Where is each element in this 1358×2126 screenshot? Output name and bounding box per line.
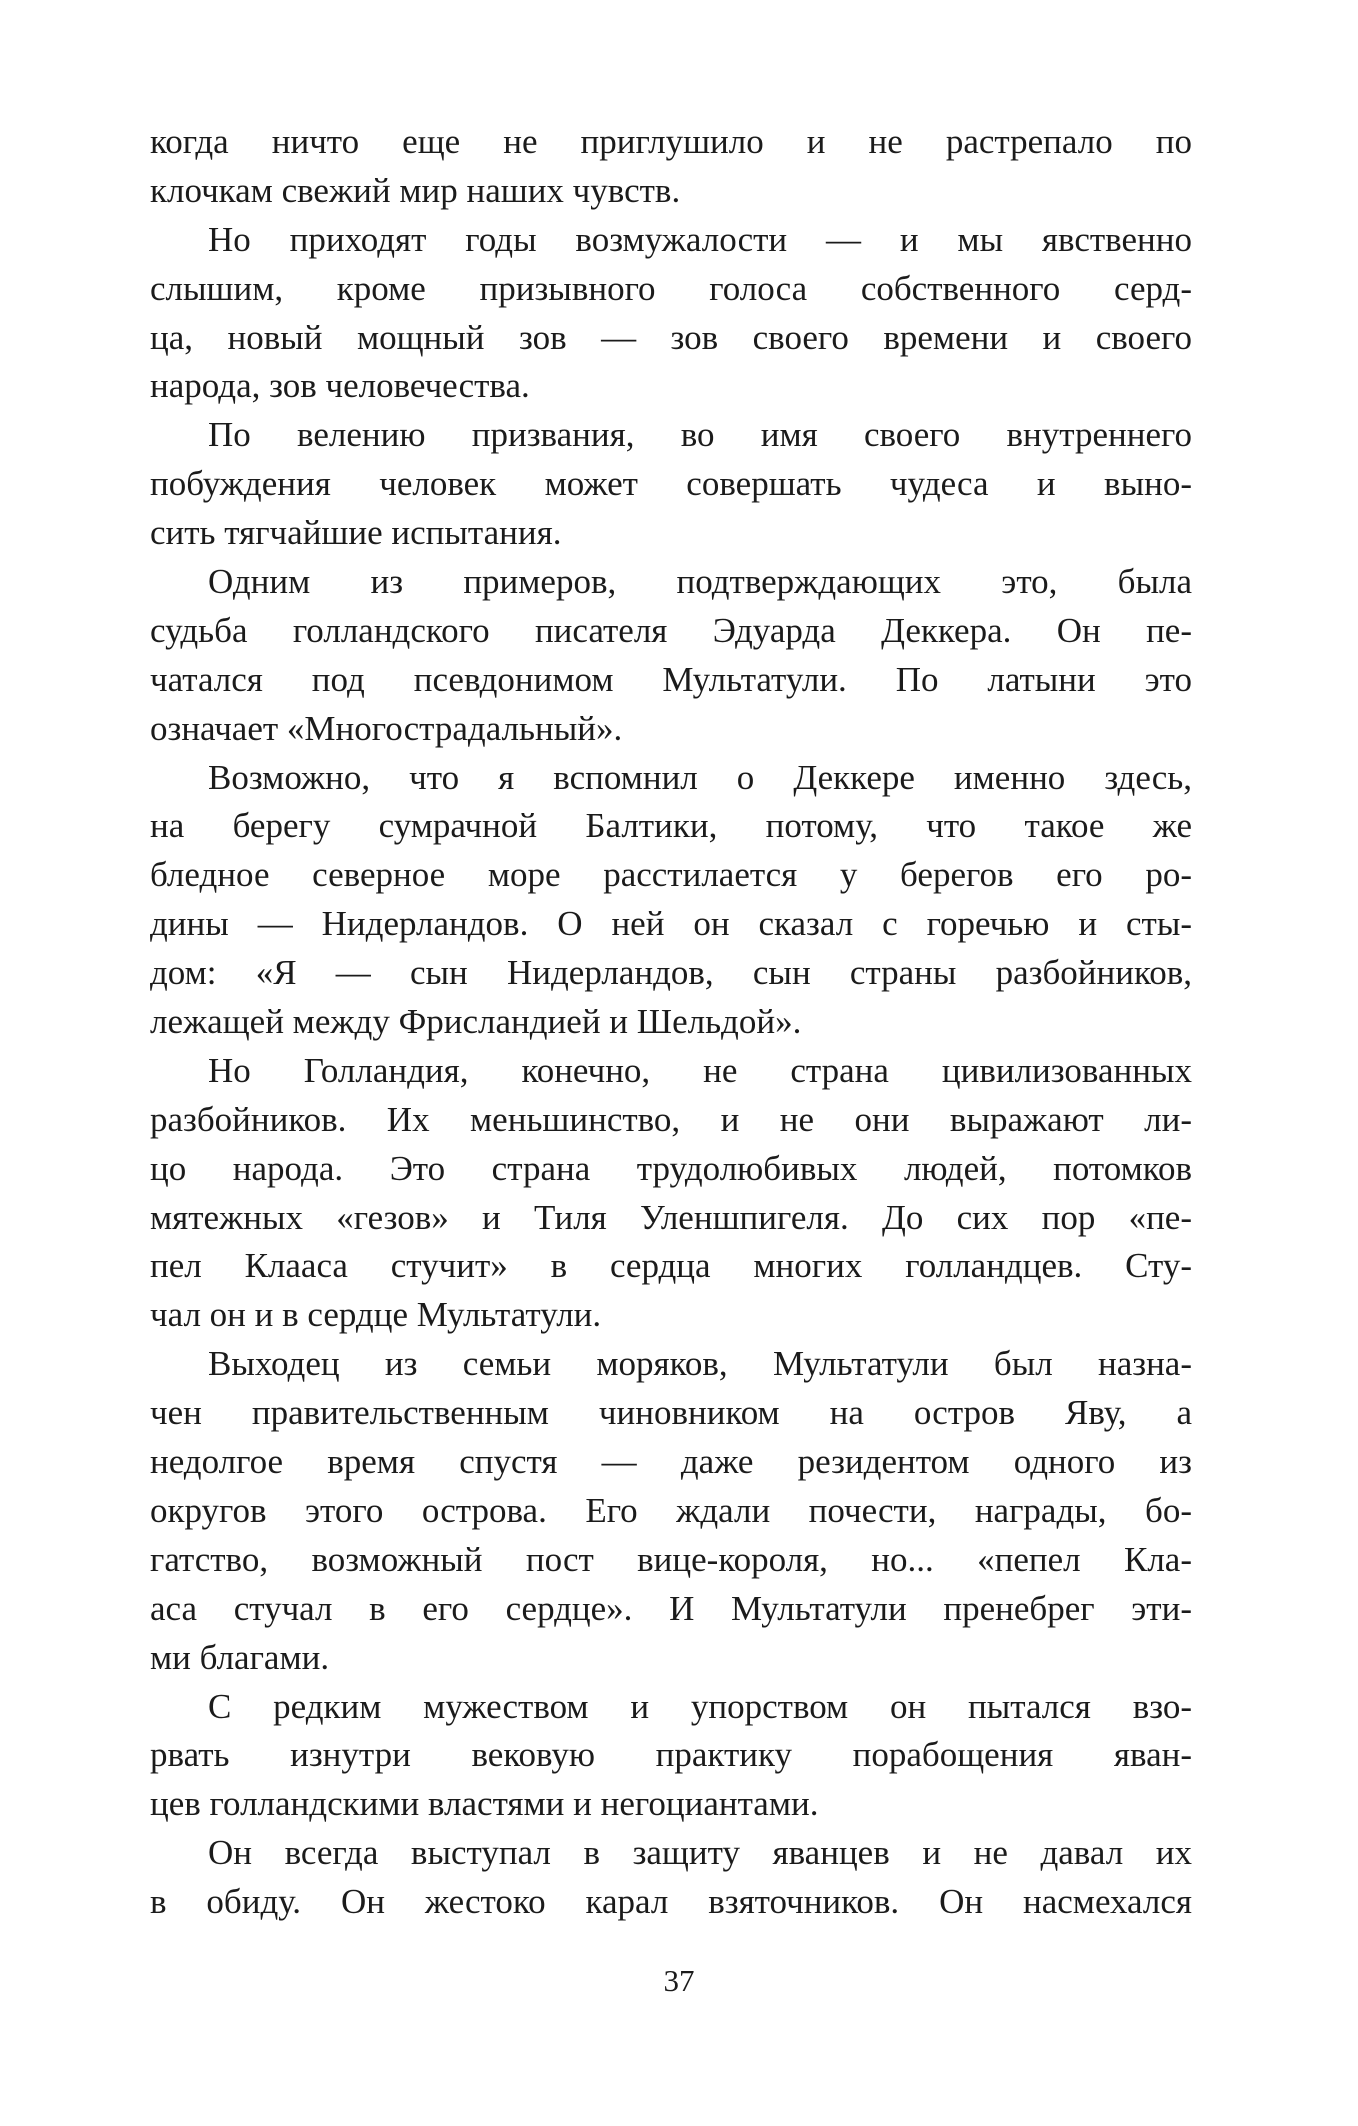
text-line: на берегу сумрачной Балтики, потому, что такое же [150,806,1192,846]
text-line: аса стучал в его сердце». И Мультатули пренебрег эти- [150,1588,1192,1628]
text-line: Он всегда выступал в защиту яванцев и не давал их [208,1833,1192,1873]
text-line: народа, зов человечества. [150,366,530,406]
text-line: разбойников. Их меньшинство, и не они выражают ли- [150,1099,1192,1139]
text-line: слышим, кроме призывного голоса собственного серд- [150,268,1192,308]
text-line: По велению призвания, во имя своего внутреннего [208,415,1192,455]
text-line: гатство, возможный пост вице-короля, но... «пепел Кла- [150,1539,1192,1579]
text-line: мятежных «гезов» и Тиля Уленшпигеля. До сих пор «пе- [150,1197,1192,1237]
text-line: означает «Многострадальный». [150,708,623,748]
text-line: побуждения человек может совершать чудеса и выно- [150,464,1192,504]
text-line: судьба голландского писателя Эдуарда Деккера. Он пе- [150,610,1192,650]
text-line: чал он и в сердце Мультатули. [150,1295,602,1335]
text-line: рвать изнутри вековую практику порабощения яван- [150,1735,1192,1775]
text-line: чатался под псевдонимом Мультатули. По латыни это [150,659,1192,699]
text-line: когда ничто еще не приглушило и не растрепало по [150,122,1192,161]
text-line: ца, новый мощный зов — зов своего времени и своего [150,317,1192,357]
text-line: С редким мужеством и упорством он пытался взо- [208,1686,1192,1726]
text-line: клочкам свежий мир наших чувств. [150,170,681,210]
text-line: ми благами. [150,1637,330,1677]
text-line: Возможно, что я вспомнил о Деккере именно здесь, [208,757,1192,797]
text-line: недолгое время спустя — даже резидентом одного из [150,1442,1192,1482]
text-line: пел Клааса стучит» в сердца многих голландцев. Сту- [150,1246,1192,1286]
text-line: чен правительственным чиновником на остров Яву, а [150,1393,1192,1433]
text-line: сить тягчайшие испытания. [150,513,562,553]
text-line: Одним из примеров, подтверждающих это, была [208,562,1192,602]
text-line: цев голландскими властями и негоциантами. [150,1784,819,1824]
text-line: Но Голландия, конечно, не страна цивилизованных [208,1050,1192,1090]
text-line: дины — Нидерландов. О ней он сказал с горечью и сты- [150,904,1192,944]
text-line: Выходец из семьи моряков, Мультатули был назна- [208,1344,1192,1384]
text-line: цо народа. Это страна трудолюбивых людей, потомков [150,1148,1192,1188]
text-line: бледное северное море расстилается у берегов его ро- [150,855,1192,895]
text-line: в обиду. Он жестоко карал взяточников. Он насмехался [150,1882,1192,1922]
text-line: дом: «Я — сын Нидерландов, сын страны разбойников, [150,953,1192,993]
text-line: Но приходят годы возмужалости — и мы явственно [208,219,1192,259]
text-line: лежащей между Фрисландией и Шельдой». [150,1002,802,1042]
page-body [150,118,1192,1927]
text-line: округов этого острова. Его ждали почести, награды, бо- [150,1490,1192,1530]
page-number: 37 [663,1963,695,1998]
